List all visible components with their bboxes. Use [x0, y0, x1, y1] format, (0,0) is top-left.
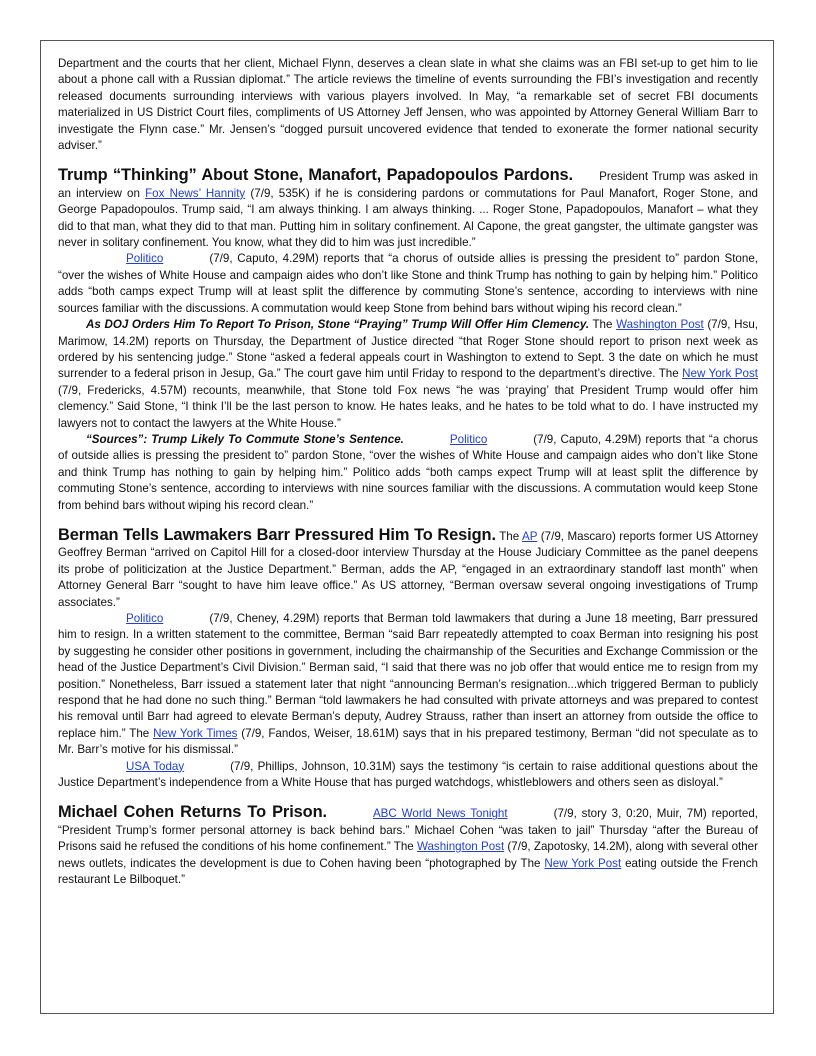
new-york-post-link[interactable]: New York Post: [682, 367, 758, 381]
politico-link-3[interactable]: Politico: [126, 612, 164, 625]
berman-headline: Berman Tells Lawmakers Barr Pressured Him To Resign.: [58, 525, 496, 544]
stone-sub1: [58, 317, 758, 432]
stone-sub1-headline: As DOJ Orders Him To Report To Prison, Stone “Praying” Trump Will Offer Him Clemency.: [86, 318, 590, 332]
cohen-p1-text-c: eating outside the French restaurant Le Bilboquet.”: [58, 856, 758, 887]
cohen-section: [58, 804, 758, 888]
stone-sub2: [58, 432, 758, 514]
washington-post-link-2[interactable]: Washington Post: [416, 840, 505, 854]
stone-sub1-text-c: (7/9, Fredericks, 4.57M) recounts, meanwhile, that Stone told Fox news “he was ‘praying’ that President Trump would offer him clemency.” Said Stone, “I think I’ll be the last person to know. He hates leaks, and he hates to be told what to do. I have instructed my lawyers not to contact the lawyers at the White House.”: [58, 383, 758, 430]
stone-headline: Trump “Thinking” About Stone, Manafort, Papadopoulos Pardons.: [58, 166, 573, 185]
berman-p1-text-b: (7/9, Mascaro) reports former US Attorney Geoffrey Berman “arrived on Capitol Hill for a closed-door interview Thursday at the House Judiciary Committee as the panel deepens its probe of politicization at the Justice Department.” Berman, adds the AP, “engaged in an extraordinary standoff last month” when Attorney General Barr “sought to have him leave office.” As US attorney, “Berman oversaw several ongoing investigations of Trump associates.”: [58, 529, 758, 609]
stone-sub1-text-b: (7/9, Hsu, Marimow, 14.2M) reports on Thursday, the Department of Justice directed “that Roger Stone should report to prison next week as ordered by his sentencing judge.” Stone “asked a federal appeals court in Washington to extend to Sept. 3 the date on which he must surrender to a federal prison in Jesup, Ga.” The court gave him until Friday to respond to the department’s directive. The: [58, 318, 758, 381]
berman-p2: [58, 611, 758, 759]
cohen-headline: Michael Cohen Returns To Prison.: [58, 803, 327, 822]
usa-today-link[interactable]: USA Today: [126, 759, 185, 773]
cohen-p1-text-a: (7/9, story 3, 0:20, Muir, 7M) reported, “President Trump’s former personal attorney is back behind bars.” Michael Cohen “was taken to jail” Thursday “after the Bureau of Prisons said he refused the conditions of his home confinement.” The: [58, 807, 758, 854]
stone-sub2-headline: “Sources”: Trump Likely To Commute Stone’s Sentence.: [86, 432, 404, 446]
new-york-times-link[interactable]: New York Times: [153, 726, 238, 740]
politico-link-2[interactable]: Politico: [449, 432, 488, 446]
berman-p2-text-a: (7/9, Cheney, 4.29M) reports that Berman told lawmakers that during a June 18 meeting, Barr pressured him to resign. In a written statement to the committee, Berman “said Barr repeatedly attempted to coax Berman into resigning his post by suggesting he consider other positions in government, including the chairmanship of the Securities and Exchange Commission or the head of the Justice Department’s Civil Division.” Berman said, “I said that there was no job offer that would entice me to resign from my position.” Nonetheless, Barr issued a statement later that night “announcing Berman’s resignation...which triggered Berman to publicly respond that he had done no such thing.” Berman “told lawmakers he had consulted with private attorneys and was prepared to contest his removal until Barr had agreed to elevate Berman’s deputy, Audrey Strauss, rather than insert an attorney from outside the office to replace him.” The: [58, 612, 758, 740]
ap-link[interactable]: AP: [522, 529, 538, 543]
fox-news-hannity-link[interactable]: Fox News’ Hannity: [145, 186, 246, 200]
stone-p1-text-a: President Trump was asked in an interview on: [58, 170, 758, 200]
berman-p3: [58, 759, 758, 792]
berman-p3-text: (7/9, Phillips, Johnson, 10.31M) says the testimony “is certain to raise additional questions about the Justice Department’s independence from a White House that has purged watchdogs, whistleblowers and others seen as disloyal.”: [58, 759, 758, 790]
stone-sub1-text-a: The: [589, 318, 617, 332]
abc-world-news-tonight-link[interactable]: ABC World News Tonight: [372, 807, 508, 821]
stone-sub2-text: (7/9, Caputo, 4.29M) reports that “a chorus of outside allies is pressing the president to” pardon Stone, “over the wishes of White House and campaign aides who don’t like Stone and think Trump has nothing to gain by helping him.” Politico adds “both camps expect Trump will at least split the difference by commuting Stone’s sentence, according to interviews with nine sources familiar with the discussions. A commutation would keep Stone from behind bars without wiping his record clean.”: [58, 432, 759, 512]
stone-p2-text: (7/9, Caputo, 4.29M) reports that “a chorus of outside allies is pressing the president to” pardon Stone, “over the wishes of White House and campaign aides who don’t like Stone and think Trump has nothing to gain by helping him.” Politico adds “both camps expect Trump will at least split the difference by commuting Stone’s sentence, according to interviews with nine sources familiar with the discussions. A commutation would keep Stone from behind bars without wiping his record clean.”: [58, 252, 758, 315]
washington-post-link[interactable]: Washington Post: [616, 318, 704, 332]
stone-p1-text-b: (7/9, 535K) if he is considering pardons or commutations for Paul Manafort, Roger Stone, and George Papadopoulos. Trump said, “I am always thinking. I am always thinking. ... Roger Stone, Papadopoulos, Manafort – what they did to that man, what they did to that man. Putting him in solitary confinement. Al Capone, the great gangster, the ultimate gangster was never in solitary confinement. You know, what they did to him was just incredible.”: [58, 186, 758, 250]
cohen-p1-text-b: (7/9, Zapotosky, 14.2M), along with several other news outlets, indicates the development is due to Cohen having been “photographed by The: [58, 840, 758, 870]
new-york-post-link-2[interactable]: New York Post: [544, 856, 622, 870]
stone-section: [58, 167, 758, 251]
politico-link[interactable]: Politico: [126, 252, 164, 266]
berman-p2-text-b: (7/9, Fandos, Weiser, 18.61M) says that in his prepared testimony, Berman “did not speculate as to Mr. Barr’s motive for his dismissal.”: [58, 726, 758, 757]
stone-p2: [58, 251, 758, 317]
newsletter-content: [58, 56, 758, 889]
berman-section: [58, 527, 758, 611]
berman-p1-text-a: The: [495, 529, 523, 543]
intro-paragraph: Department and the courts that her client, Michael Flynn, deserves a clean slate in what she claims was an FBI set-up to get him to lie about a phone call with a Russian diplomat.” The article reviews the timeline of events surrounding the FBI’s investigation and recently released documents surrounding interviews with various players involved. In May, “a remarkable set of secret FBI documents materialized in US District Court files, compliments of US Attorney Jeff Jensen, who was appointed by Attorney General William Barr to investigate the Flynn case.” Mr. Jensen’s “dogged pursuit uncovered evidence that tended to exonerate the former national security adviser.”: [58, 57, 758, 153]
